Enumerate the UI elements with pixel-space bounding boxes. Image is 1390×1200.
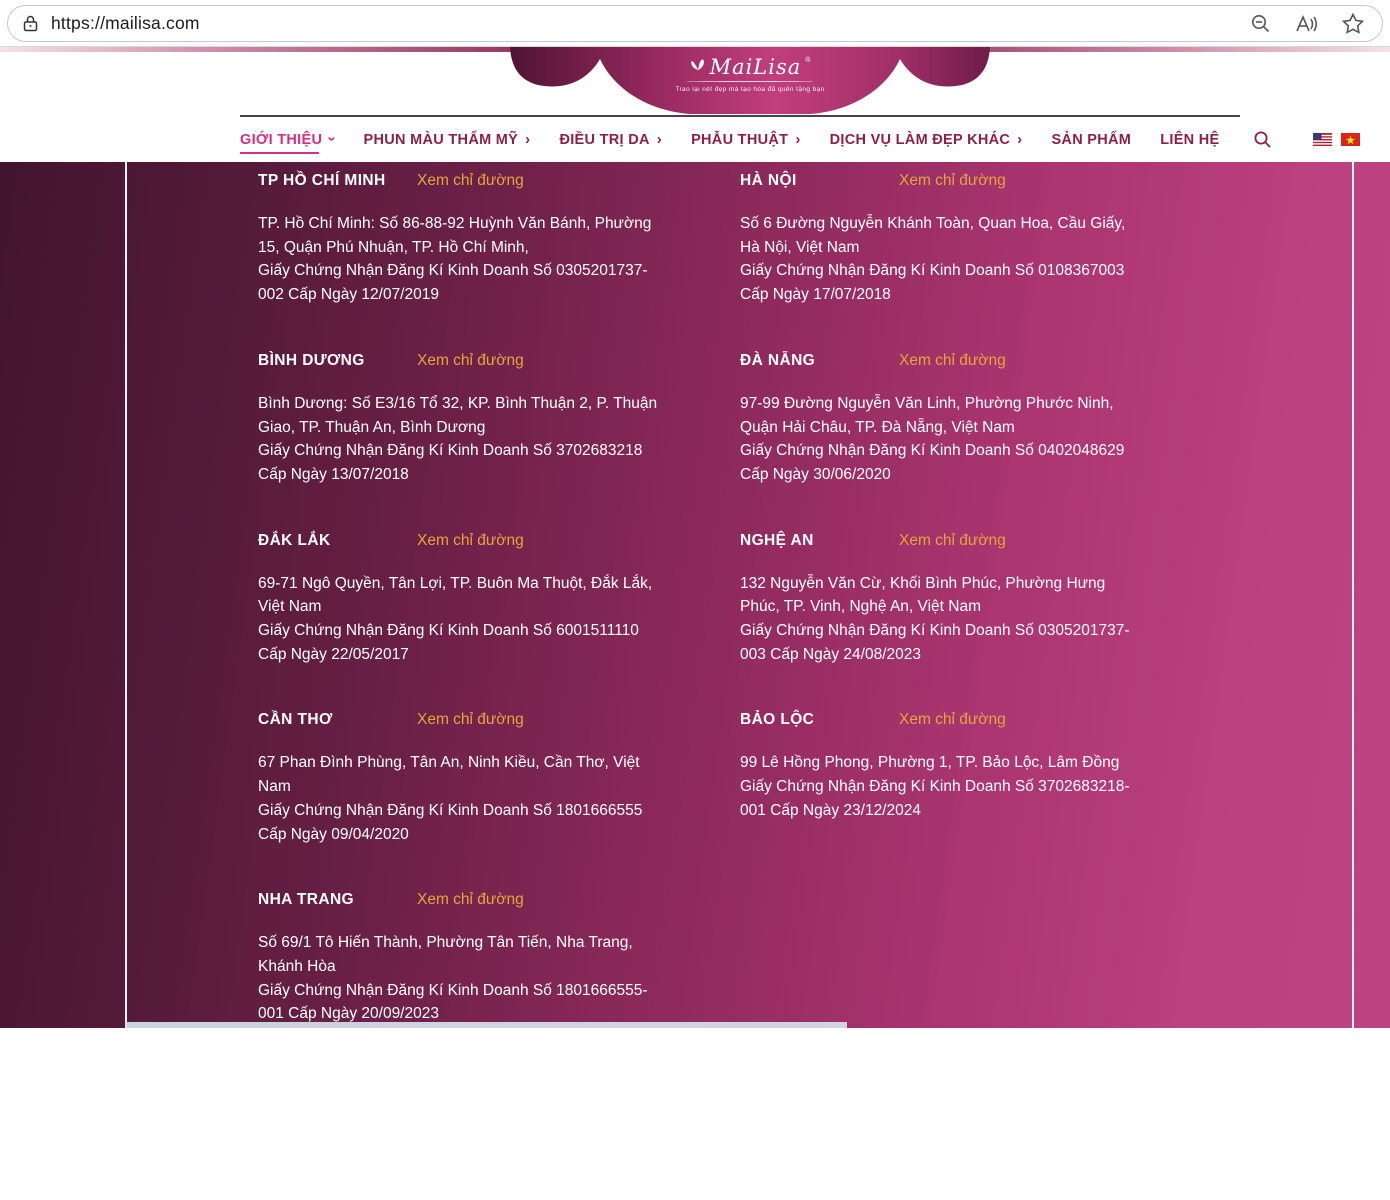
address-line: Phúc, TP. Vinh, Nghệ An, Việt Nam — [740, 598, 981, 616]
location-address — [740, 751, 1170, 822]
directions-link[interactable]: Xem chỉ đường — [417, 711, 524, 729]
address-line: 003 Cấp Ngày 24/08/2023 — [740, 645, 921, 663]
address-line: 99 Lê Hồng Phong, Phường 1, TP. Bảo Lộc, Lâm Đồng — [740, 754, 1120, 772]
location-block-7 — [740, 711, 1170, 846]
vn-flag[interactable] — [1341, 133, 1360, 146]
locations-section — [0, 162, 1390, 1200]
chevron-right-icon: › — [656, 130, 663, 148]
nav-item-label: SẢN PHẨM — [1051, 131, 1132, 148]
butterfly-icon — [690, 57, 706, 77]
address-line: Bình Dương: Số E3/16 Tổ 32, KP. Bình Thuận 2, P. Thuận — [258, 394, 658, 412]
location-address — [258, 572, 740, 667]
address-line: Hà Nội, Việt Nam — [740, 238, 860, 256]
browser-toolbar — [0, 0, 1390, 47]
address-line: Số 69/1 Tô Hiến Thành, Phường Tân Tiến, Nha Trang, — [258, 934, 633, 952]
directions-link[interactable]: Xem chỉ đường — [899, 351, 1006, 369]
directions-link[interactable]: Xem chỉ đường — [417, 351, 524, 369]
address-line: TP. Hồ Chí Minh: Số 86-88-92 Huỳnh Văn Bánh, Phường — [258, 215, 652, 232]
nav-item-5[interactable] — [1051, 127, 1131, 153]
location-name: HÀ NỘI — [740, 172, 797, 189]
location-block-8 — [258, 891, 740, 1026]
nav-item-label: ĐIỀU TRỊ DA — [559, 131, 650, 148]
address-line: 15, Quận Phú Nhuận, TP. Hồ Chí Minh, — [258, 238, 529, 256]
address-line: Giấy Chứng Nhận Đăng Kí Kinh Doanh Số 1801666555- — [258, 981, 648, 999]
location-address — [258, 392, 740, 487]
nav-item-3[interactable] — [691, 127, 801, 153]
address-line: 001 Cấp Ngày 23/12/2024 — [740, 801, 921, 819]
us-flag[interactable] — [1313, 133, 1332, 146]
address-bar[interactable] — [7, 5, 1383, 42]
location-address — [258, 931, 740, 1026]
address-line: 132 Nguyễn Văn Cừ, Khối Bình Phúc, Phường Hưng — [740, 574, 1106, 592]
address-line: Giấy Chứng Nhận Đăng Kí Kinh Doanh Số 0402048629 — [740, 442, 1125, 460]
location-address — [740, 392, 1170, 487]
address-line: 67 Phan Đình Phùng, Tân An, Ninh Kiều, Cần Thơ, Việt — [258, 754, 640, 772]
address-line: Giấy Chứng Nhận Đăng Kí Kinh Doanh Số 0108367003 — [740, 262, 1125, 280]
zoom-out-icon[interactable] — [1250, 13, 1271, 34]
address-line: 97-99 Đường Nguyễn Văn Linh, Phường Phước Ninh, — [740, 394, 1114, 412]
main-navigation — [240, 115, 1240, 162]
address-line: Giấy Chứng Nhận Đăng Kí Kinh Doanh Số 3702683218- — [740, 778, 1130, 796]
locations-grid — [258, 172, 1170, 1026]
address-line: 002 Cấp Ngày 12/07/2019 — [258, 286, 439, 304]
address-line: Cấp Ngày 22/05/2017 — [258, 645, 409, 663]
url-text[interactable]: https://mailisa.com — [51, 13, 200, 33]
bottom-photo-edge — [125, 1022, 847, 1028]
address-line: Cấp Ngày 09/04/2020 — [258, 825, 409, 843]
directions-link[interactable]: Xem chỉ đường — [417, 172, 524, 189]
address-line: Quận Hải Châu, TP. Đà Nẵng, Việt Nam — [740, 418, 1015, 436]
location-address — [740, 572, 1170, 667]
address-line: Giấy Chứng Nhận Đăng Kí Kinh Doanh Số 3702683218 — [258, 442, 643, 460]
nav-item-label: PHẪU THUẬT — [691, 131, 789, 148]
content-left-border — [125, 162, 127, 1028]
location-block-0 — [258, 172, 740, 307]
read-aloud-icon[interactable] — [1295, 14, 1318, 34]
location-block-3 — [740, 352, 1170, 487]
location-address — [740, 212, 1170, 307]
address-line: Số 6 Đường Nguyễn Khánh Toàn, Quan Hoa, Cầu Giấy, — [740, 215, 1126, 232]
location-address — [258, 212, 740, 307]
location-name: NGHỆ AN — [740, 531, 814, 549]
chevron-right-icon: › — [1017, 130, 1023, 148]
nav-item-label: LIÊN HỆ — [1160, 131, 1220, 148]
nav-item-4[interactable] — [830, 127, 1023, 153]
address-line: Cấp Ngày 13/07/2018 — [258, 465, 409, 483]
nav-item-label: PHUN MÀU THẨM MỸ — [363, 131, 519, 148]
location-block-4 — [258, 532, 740, 667]
address-line: Nam — [258, 778, 291, 796]
chevron-down-icon: › — [323, 135, 341, 142]
logo-tagline: Trao lại nét đẹp mà tạo hóa đã quên tặng bạn — [675, 86, 825, 93]
address-line: Giấy Chứng Nhận Đăng Kí Kinh Doanh Số 0305201737- — [258, 262, 648, 280]
directions-link[interactable]: Xem chỉ đường — [899, 531, 1006, 549]
address-line: Cấp Ngày 17/07/2018 — [740, 286, 891, 304]
address-line: Giấy Chứng Nhận Đăng Kí Kinh Doanh Số 6001511110 — [258, 622, 639, 640]
nav-item-1[interactable] — [364, 127, 531, 153]
logo-text: MaiLisa — [709, 55, 802, 79]
address-line: Giao, TP. Thuận An, Bình Dương — [258, 418, 486, 436]
address-line: Việt Nam — [258, 598, 322, 616]
location-block-2 — [258, 352, 740, 487]
chevron-right-icon: › — [525, 130, 531, 148]
location-name: TP HỒ CHÍ MINH — [258, 172, 386, 189]
directions-link[interactable]: Xem chỉ đường — [417, 531, 524, 549]
directions-link[interactable]: Xem chỉ đường — [899, 711, 1006, 729]
nav-item-0[interactable] — [240, 127, 341, 153]
address-line: 001 Cấp Ngày 20/09/2023 — [258, 1005, 439, 1023]
location-name: ĐẮK LẮK — [258, 531, 331, 549]
nav-item-6[interactable] — [1160, 127, 1219, 153]
logo-flourish — [686, 81, 814, 82]
location-name: CẦN THƠ — [258, 711, 333, 729]
directions-link[interactable]: Xem chỉ đường — [899, 172, 1006, 189]
location-name: NHA TRANG — [258, 891, 355, 909]
location-block-1 — [740, 172, 1170, 307]
address-line: 69-71 Ngô Quyền, Tân Lợi, TP. Buôn Ma Thuột, Đắk Lắk, — [258, 574, 653, 592]
location-name: ĐÀ NẴNG — [740, 351, 816, 369]
favorite-star-icon[interactable] — [1342, 13, 1364, 34]
logo-registered-mark: ® — [805, 57, 811, 64]
chevron-right-icon: › — [795, 130, 801, 148]
address-line: Cấp Ngày 30/06/2020 — [740, 465, 891, 483]
content-right-border — [1352, 162, 1354, 1028]
location-name: BÌNH DƯƠNG — [258, 351, 365, 369]
lock-icon[interactable] — [23, 15, 38, 32]
location-block-6 — [258, 711, 740, 846]
location-address — [258, 751, 740, 846]
press-watermark: Tienphong — [556, 1126, 911, 1200]
address-line: Giấy Chứng Nhận Đăng Kí Kinh Doanh Số 0305201737- — [740, 622, 1130, 640]
nav-item-2[interactable] — [559, 127, 662, 153]
location-block-5 — [740, 532, 1170, 667]
search-icon[interactable] — [1253, 130, 1272, 149]
nav-item-label: GIỚI THIỆU — [240, 131, 323, 148]
site-logo[interactable] — [510, 55, 990, 93]
address-line: Giấy Chứng Nhận Đăng Kí Kinh Doanh Số 1801666555 — [258, 801, 643, 819]
nav-item-label: DỊCH VỤ LÀM ĐẸP KHÁC — [829, 131, 1011, 148]
language-flags — [1313, 133, 1360, 146]
location-name: BẢO LỘC — [740, 711, 815, 729]
directions-link[interactable]: Xem chỉ đường — [417, 891, 524, 909]
address-line: Khánh Hòa — [258, 957, 336, 975]
